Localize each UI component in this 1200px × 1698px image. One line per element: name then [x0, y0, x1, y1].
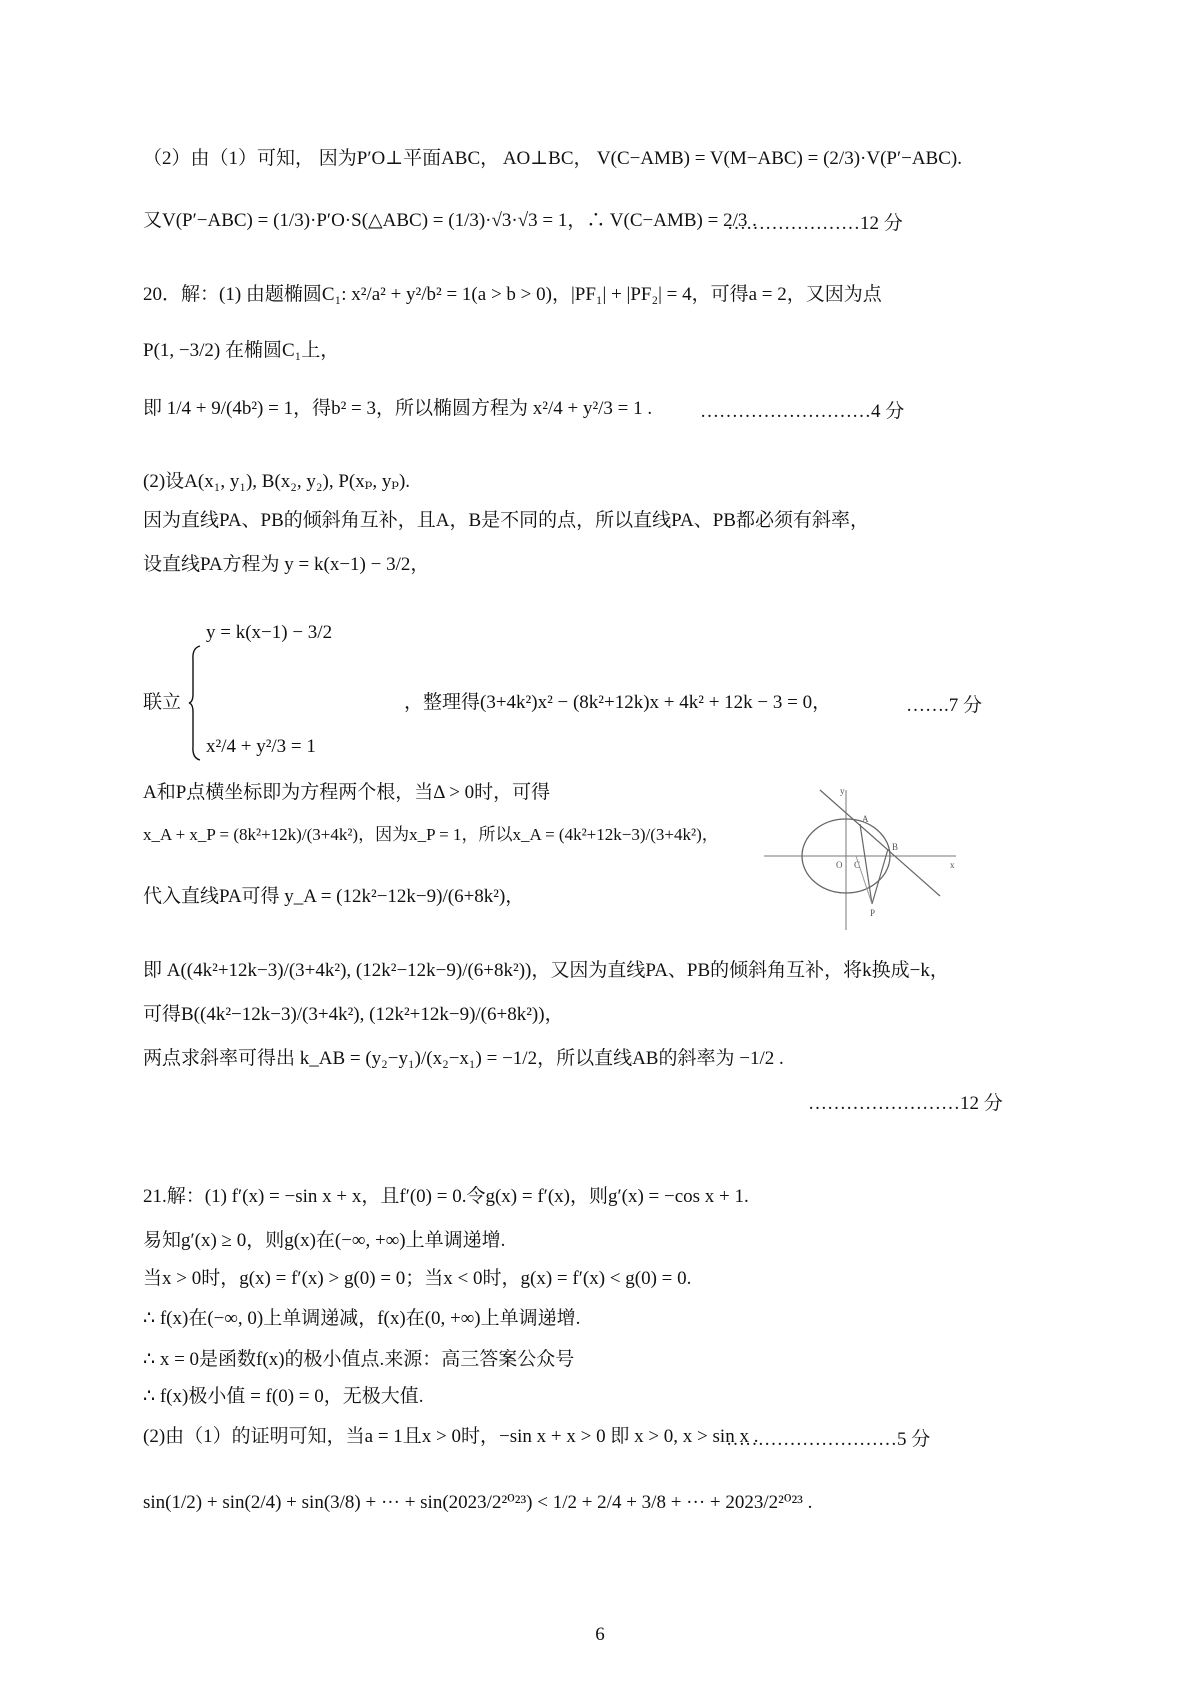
text-line: 联立 [143, 692, 182, 713]
text-line: (2)由（1）的证明可知，当a = 1且x > 0时，−sin x + x > 0 即 x > 0, x > sin x . [143, 1426, 759, 1447]
text-line: 21.解：(1) f′(x) = −sin x + x，且f′(0) = 0.令g(x) = f′(x)，则g′(x) = −cos x + 1. [143, 1186, 749, 1207]
page-number: 6 [595, 1624, 605, 1645]
score-mark: ………………………4 分 [700, 401, 905, 422]
text-line: ∴ f(x)极小值 = f(0) = 0，无极大值. [143, 1386, 424, 1407]
text-line: (2)设A(x₁, y₁), B(x₂, y₂), P(xₚ, yₚ). [143, 471, 411, 492]
score-mark: ……………………12 分 [808, 1093, 1003, 1114]
text-line: 即 A((4k²+12k−3)/(3+4k²), (12k²−12k−9)/(6+8k²))，又因为直线PA、PB的倾斜角互补，将k换成−k， [143, 960, 949, 981]
text-line: A和P点横坐标即为方程两个根，当Δ > 0时，可得 [143, 782, 551, 803]
score-mark: …….7 分 [906, 695, 983, 716]
text-line: sin(1/2) + sin(2/4) + sin(3/8) + ··· + sin(2023/2²⁰²³) < 1/2 + 2/4 + 3/8 + ··· + 2023/2²⁰²³ . [143, 1492, 813, 1513]
ellipse-figure [760, 784, 960, 934]
text-line: P(1, −3/2) 在椭圆C₁上， [143, 340, 340, 361]
text-line: 因为直线PA、PB的倾斜角互补，且A，B是不同的点，所以直线PA、PB都必须有斜率， [143, 510, 869, 531]
text-line: 又V(P′−ABC) = (1/3)·P′O·S(△ABC) = (1/3)·√3·√3 = 1，∴ V(C−AMB) = 2/3 . [143, 210, 757, 231]
score-mark: …………………12 分 [727, 213, 903, 234]
point-a-label: A [862, 814, 869, 824]
text-line: （2）由（1）可知， 因为P′O⊥平面ABC， AO⊥BC， V(C−AMB) = V(M−ABC) = (2/3)·V(P′−ABC). [143, 148, 962, 169]
text-line: 两点求斜率可得出 k_AB = (y₂−y₁)/(x₂−x₁) = −1/2，所以直线AB的斜率为 −1/2 . [143, 1048, 784, 1069]
y-axis-label: y [840, 786, 845, 796]
point-c-label: C [854, 860, 861, 870]
equation-line: x²/4 + y²/3 = 1 [206, 736, 316, 757]
score-mark: ………………………5 分 [726, 1429, 931, 1450]
text-line: ，整理得(3+4k²)x² − (8k²+12k)x + 4k² + 12k − 3 = 0， [404, 692, 832, 713]
text-line: 20．解：(1) 由题椭圆C₁: x²/a² + y²/b² = 1(a > b > 0)，|PF₁| + |PF₂| = 4，可得a = 2，又因为点 [143, 284, 882, 305]
x-axis-label: x [950, 860, 955, 870]
point-b-label: B [892, 842, 899, 852]
text-line: 可得B((4k²−12k−3)/(3+4k²), (12k²+12k−9)/(6+8k²))， [143, 1004, 564, 1025]
text-line: ∴ x = 0是函数f(x)的极小值点.来源：高三答案公众号 [143, 1349, 575, 1370]
text-line: x_A + x_P = (8k²+12k)/(3+4k²)，因为x_P = 1，所以x_A = (4k²+12k−3)/(3+4k²)， [143, 825, 719, 844]
text-line: 代入直线PA可得 y_A = (12k²−12k−9)/(6+8k²)， [143, 886, 525, 907]
text-line: 设直线PA方程为 y = k(x−1) − 3/2， [143, 554, 430, 575]
text-line: 易知g′(x) ≥ 0，则g(x)在(−∞, +∞)上单调递增. [143, 1230, 506, 1251]
line-pa [860, 824, 872, 904]
point-p-label: P [870, 908, 876, 918]
line-pb [872, 849, 888, 904]
brace-symbol [188, 644, 202, 762]
equation-line: y = k(x−1) − 3/2 [206, 622, 333, 643]
text-line: ∴ f(x)在(−∞, 0)上单调递减，f(x)在(0, +∞)上单调递增. [143, 1308, 581, 1329]
origin-label: O [836, 860, 843, 870]
text-line: 当x > 0时，g(x) = f′(x) > g(0) = 0；当x < 0时，g(x) = f′(x) < g(0) = 0. [143, 1268, 692, 1289]
text-line: 即 1/4 + 9/(4b²) = 1，得b² = 3，所以椭圆方程为 x²/4 + y²/3 = 1 . [143, 398, 653, 419]
